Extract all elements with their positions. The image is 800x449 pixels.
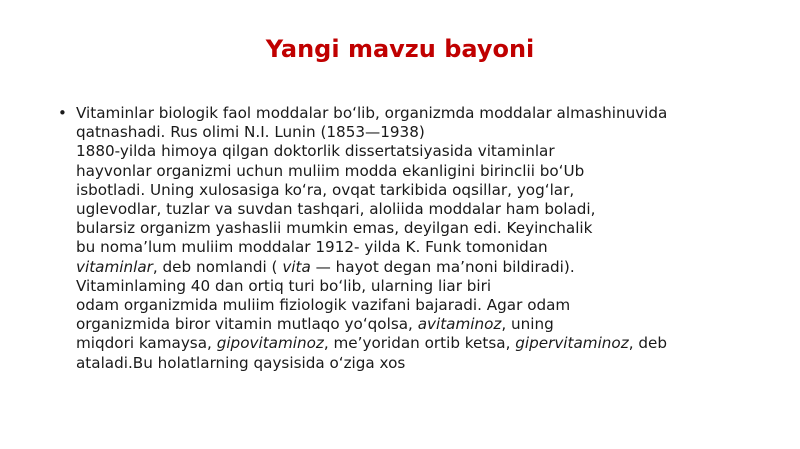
text-line xyxy=(76,123,748,142)
text-line xyxy=(76,238,748,257)
text-run: Vitaminlar biologik faol moddalar boʻlib, organizmda moddalar almashinuvida xyxy=(76,104,668,122)
text-line xyxy=(76,315,748,334)
italic-term: gipovitaminoz xyxy=(216,334,324,353)
text-line xyxy=(76,200,748,219)
text-line xyxy=(76,258,748,277)
body-text xyxy=(58,104,748,373)
text-run: qatnashadi. Rus olimi N.I. Lunin (1853—1938) xyxy=(76,123,425,142)
text-run: hayvonlar organizmi uchun muliim modda ekanligini birinclii boʻUb xyxy=(76,161,585,180)
text-line xyxy=(76,181,748,200)
text-run: — hayot degan maʼnoni bildiradi). xyxy=(310,257,575,276)
text-line xyxy=(76,162,748,181)
text-run: , uning xyxy=(501,315,554,334)
italic-term: gipervitaminoz xyxy=(515,334,629,353)
text-run: isbotladi. Uning xulosasiga koʻra, ovqat tarkibida oqsillar, yogʻlar, xyxy=(76,180,575,199)
text-line xyxy=(76,219,748,238)
paragraph xyxy=(76,104,748,373)
text-line xyxy=(76,104,748,123)
italic-term: avitaminoz xyxy=(417,315,502,334)
italic-term: vitaminlar xyxy=(76,257,153,276)
text-run: organizmida biror vitamin mutlaqo yoʻqolsa, xyxy=(76,315,418,334)
text-run: , deb xyxy=(628,334,667,353)
italic-term: vita xyxy=(282,257,311,276)
bullet-icon: • xyxy=(58,104,67,122)
text-run: ataladi.Bu holatlarning qaysisida oʻziga xos xyxy=(76,353,406,372)
text-run: bu nomaʼlum muliim moddalar 1912- yilda K. Funk tomonidan xyxy=(76,238,548,257)
text-line xyxy=(76,296,748,315)
text-line xyxy=(76,334,748,353)
text-run: miqdori kamaysa, xyxy=(76,334,217,353)
text-run: odam organizmida muliim fiziologik vazifani bajaradi. Agar odam xyxy=(76,296,571,315)
slide-title: Yangi mavzu bayoni xyxy=(265,35,535,63)
text-line xyxy=(76,277,748,296)
text-line xyxy=(76,142,748,161)
text-run: 1880-yilda himoya qilgan doktorlik dissertatsiyasida vitaminlar xyxy=(76,142,555,161)
text-run: Vitaminlaming 40 dan ortiq turi boʻlib, ularning liar biri xyxy=(76,276,492,295)
text-run: bularsiz organizm yashaslii mumkin emas, deyilgan edi. Keyinchalik xyxy=(76,219,593,238)
text-run: uglevodlar, tuzlar va suvdan tashqari, aloliida moddalar ham boladi, xyxy=(76,200,596,219)
text-run: , deb nomlandi ( xyxy=(152,257,283,276)
text-run: , meʼyoridan ortib ketsa, xyxy=(323,334,516,353)
text-line xyxy=(76,354,748,373)
